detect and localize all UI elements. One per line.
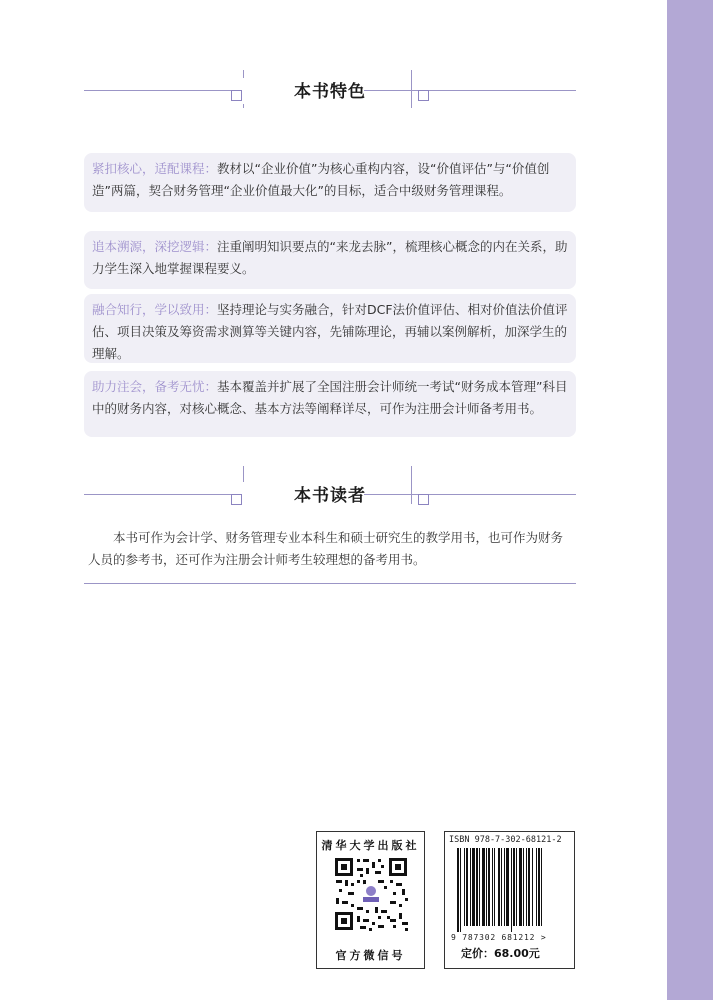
barcode-bar xyxy=(504,848,505,926)
barcode-digits: 9 787302 681212 > xyxy=(451,933,547,942)
feature-text: 基本覆盖并扩展了全国注册会计师统一考试“财务成本管理”科目中的财务内容，对核心概念、基本方法等阐释详尽，可作为注册会计师备考用书。 xyxy=(92,379,568,416)
barcode-bar xyxy=(526,848,527,926)
price: 定价：68.00元 xyxy=(461,947,540,960)
feature-highlight: 紧扣核心，适配课程： xyxy=(92,161,218,176)
barcode-bar xyxy=(536,848,537,926)
barcode-bar xyxy=(516,848,517,926)
isbn-barcode-box xyxy=(444,831,575,969)
barcode-bar xyxy=(498,848,500,926)
feature-item xyxy=(84,153,576,212)
bottom-rule xyxy=(84,583,576,584)
section-title: 本书特色 xyxy=(294,82,366,102)
barcode xyxy=(455,848,567,932)
qr-code xyxy=(333,856,409,932)
barcode-bar xyxy=(476,848,478,926)
feature-item xyxy=(84,371,576,437)
qr-finder-tr xyxy=(389,858,407,876)
barcode-bar xyxy=(464,848,465,926)
barcode-bar xyxy=(482,848,485,926)
book-spine xyxy=(667,0,713,1000)
feature-text: 教材以“企业价值”为核心重构内容，设“价值评估”与“价值创造”两篇，契合财务管理“企业价值最大化”的目标，适合中级财务管理课程。 xyxy=(92,161,550,198)
barcode-bar xyxy=(519,848,522,926)
isbn-number: ISBN 978-7-302-68121-2 xyxy=(449,835,562,845)
barcode-bar xyxy=(528,848,530,926)
barcode-bar xyxy=(488,848,490,926)
barcode-bar xyxy=(506,848,509,926)
barcode-bar xyxy=(513,848,515,926)
feature-text: 注重阐明知识要点的“来龙去脉”，梳理核心概念的内在关系，助力学生深入地掌握课程要义。 xyxy=(92,239,568,276)
barcode-bar xyxy=(470,848,471,926)
feature-highlight: 助力注会，备考无忧： xyxy=(92,379,218,394)
barcode-bar xyxy=(494,848,495,926)
section-title: 本书读者 xyxy=(294,486,366,506)
feature-text: 坚持理论与实务融合，针对DCF法价值评估、相对价值法价值评估、项目决策及筹资需求测算等关键内容，先铺陈理论，再辅以案例解析，加深学生的理解。 xyxy=(92,302,568,361)
qr-finder-tl xyxy=(335,858,353,876)
barcode-bar xyxy=(501,848,502,926)
publisher-logo xyxy=(361,884,381,904)
feature-highlight: 追本溯源，深挖逻辑： xyxy=(92,239,218,254)
publisher-name: 清华大学出版社 xyxy=(321,839,420,852)
barcode-bar xyxy=(466,848,468,926)
feature-highlight: 融合知行，学以致用： xyxy=(92,302,218,317)
barcode-bar xyxy=(457,848,459,932)
barcode-bar xyxy=(486,848,487,926)
qr-caption: 官方微信号 xyxy=(335,949,406,962)
barcode-bar xyxy=(538,848,540,926)
barcode-bar xyxy=(541,848,542,926)
wechat-qr-box xyxy=(316,831,425,969)
feature-item xyxy=(84,231,576,289)
barcode-bar xyxy=(460,848,461,932)
barcode-bar xyxy=(479,848,480,926)
readers-header xyxy=(84,474,576,514)
barcode-bar xyxy=(492,848,493,926)
barcode-bar xyxy=(511,848,512,932)
barcode-bar xyxy=(532,848,533,926)
readers-text: 本书可作为会计学、财务管理专业本科生和硕士研究生的教学用书，也可作为财务人员的参考书，还可作为注册会计师考生较理想的备考用书。 xyxy=(88,530,564,567)
qr-finder-bl xyxy=(335,912,353,930)
features-header xyxy=(84,70,576,110)
feature-item xyxy=(84,294,576,363)
barcode-bar xyxy=(523,848,524,926)
barcode-bar xyxy=(472,848,475,926)
